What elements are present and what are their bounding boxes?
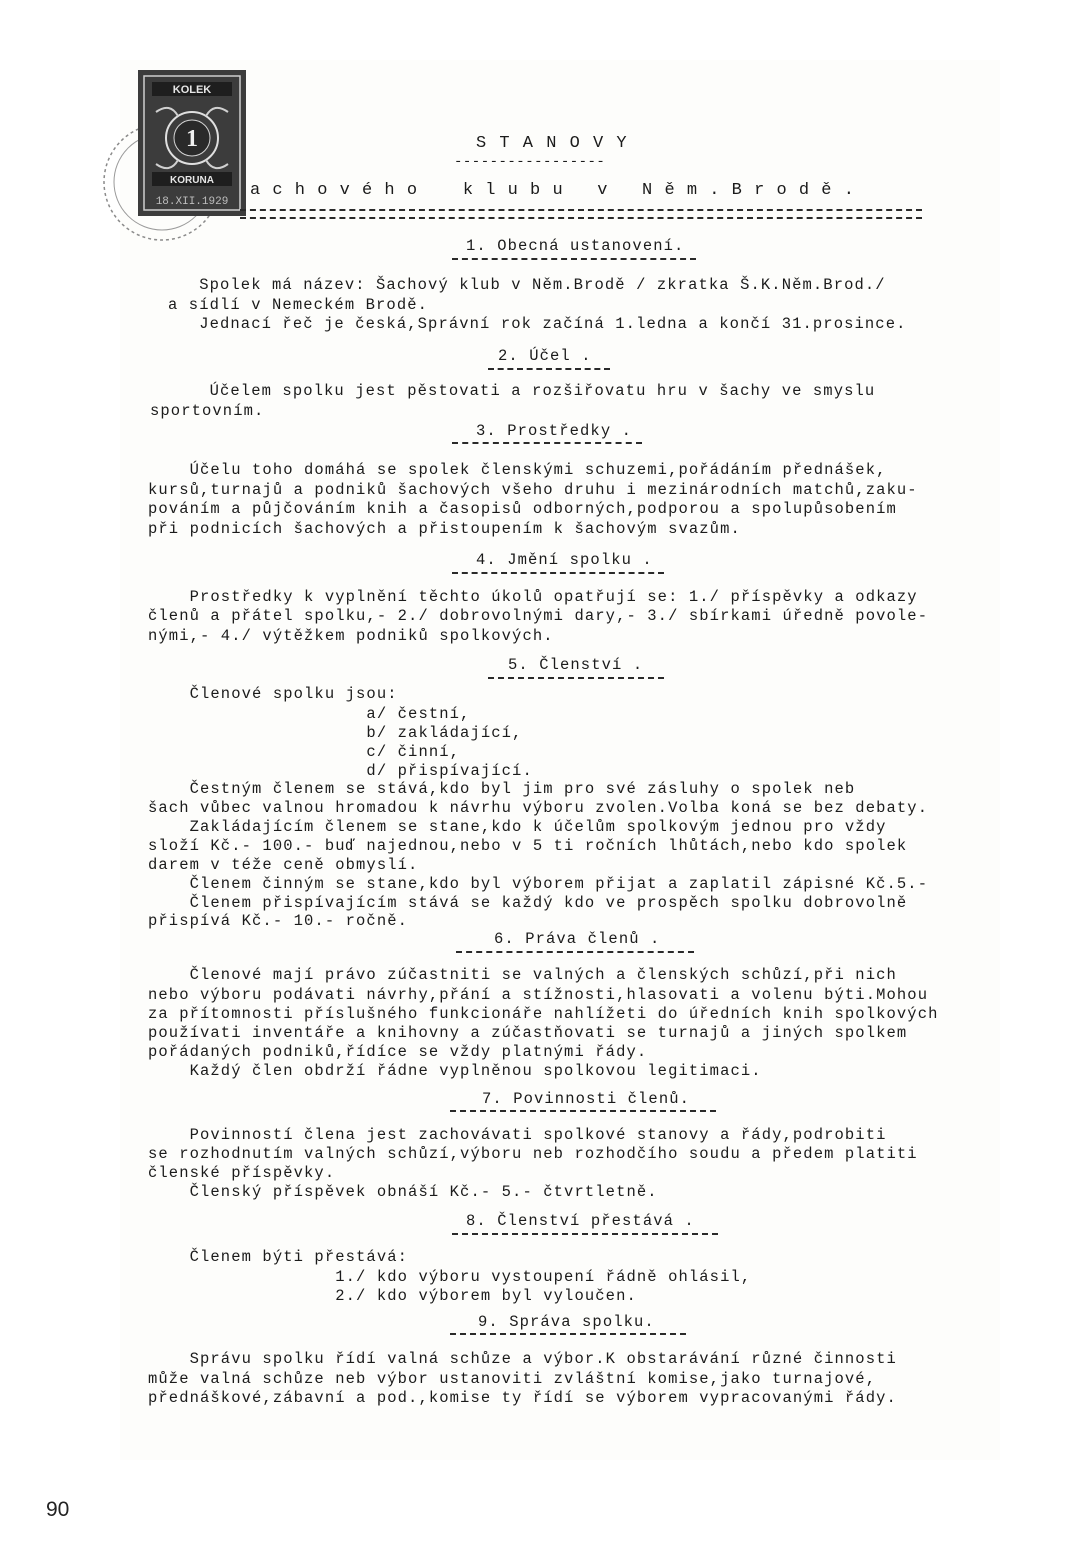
section-8-line: 2./ kdo výborem byl vyloučen. — [148, 1287, 637, 1305]
section-7-line: Povinností člena jest zachovávati spolkové stanovy a řády,podrobiti — [148, 1126, 887, 1144]
title-underline: ----------------- — [454, 154, 606, 170]
section-7-line: Členský příspěvek obnáší Kč.- 5.- čtvrtletně. — [148, 1183, 658, 1201]
section-4-line: členů a přátel spolku,- 2./ dobrovolnými dary,- 3./ sbírkami úředně povole- — [148, 607, 929, 625]
section-5-underline — [488, 677, 664, 679]
section-3-line: pováním a půjčováním knih a časopisů odborných,podporou a spolupůsobením — [148, 500, 897, 518]
title-double-rule — [240, 209, 922, 219]
section-5-line: přispívá Kč.- 10.- ročně. — [148, 912, 409, 930]
section-5-line: složí Kč.- 100.- buď najednou,nebo v 5 ti ročních lhůtách,nebo kdo spolek — [148, 837, 908, 855]
stamp-cancel-text: 18.XII.1929 — [155, 196, 229, 208]
section-6-line: používati inventáře a knihovny a zúčastňovati se turnajů a jiných spolkem — [148, 1024, 908, 1042]
section-2-underline — [488, 368, 610, 370]
section-4-heading: 4. Jmění spolku . — [476, 551, 653, 569]
section-8-heading: 8. Členství přestává . — [466, 1212, 695, 1230]
section-6-line: Každý člen obdrží řádne vyplněnou spolkovou legitimaci. — [148, 1062, 762, 1080]
section-3-line: Účelu toho domáhá se spolek členskými schuzemi,pořádáním přednášek, — [148, 461, 887, 479]
section-5-line: b/ zakládající, — [148, 724, 523, 742]
section-7-underline — [450, 1110, 716, 1112]
section-6-line: Členové mají právo zúčastniti se valných a členských schůzí,při nich — [148, 966, 897, 984]
document-title: S T A N O V Y — [476, 134, 629, 153]
section-2-heading: 2. Účel . — [498, 347, 592, 365]
section-3-heading: 3. Prostředky . — [476, 422, 633, 440]
revenue-stamp-image — [100, 62, 250, 262]
section-6-line: za přítomnosti příslušného funkcionáře nahlížeti do úředních knih spolkových — [148, 1005, 939, 1023]
section-1-underline — [452, 258, 696, 260]
section-5-line: c/ činní, — [148, 743, 461, 761]
section-3-line: kursů,turnajů a podniků šachových všeho druhu i mezinárodních matchů,zaku- — [148, 481, 918, 499]
revenue-stamp — [100, 62, 250, 262]
section-1-line: Spolek má název: Šachový klub v Něm.Brodě / zkratka Š.K.Něm.Brod./ — [168, 276, 886, 294]
stamp-bottom-text: KORUNA — [170, 175, 214, 186]
section-5-line: Členové spolku jsou: — [148, 685, 398, 703]
stamp-value: 1 — [186, 126, 198, 152]
section-9-line: může valná schůze neb výbor ustanoviti zvláštní komise,jako turnajové, — [148, 1370, 877, 1388]
section-9-heading: 9. Správa spolku. — [478, 1313, 655, 1331]
section-5-line: Členem přispívajícím stává se každý kdo ve prospěch spolku dobrovolně — [148, 894, 908, 912]
section-3-line: při podnicích šachových a přistoupením k šachovým svazům. — [148, 520, 741, 538]
section-7-line: členské příspěvky. — [148, 1164, 336, 1182]
section-6-line: nebo výboru podávati návrhy,přání a stížnosti,hlasovati a volenu býti.Mohou — [148, 986, 929, 1004]
section-6-underline — [456, 951, 694, 953]
section-3-underline — [452, 442, 642, 444]
section-6-line: pořádaných podniků,řídíce se vždy platnými řády. — [148, 1043, 648, 1061]
section-2-line: sportovním. — [150, 402, 265, 420]
section-5-line: Členem činným se stane,kdo byl výborem přijat a zaplatil zápisné Kč.5.- — [148, 875, 929, 893]
section-9-line: přednáškové,zábavní a pod.,komise ty řídí se výborem vypracovanými řády. — [148, 1389, 897, 1407]
document-subtitle: a c h o v é h o k l u b u v N ě m . B r o d ě . — [250, 181, 855, 200]
section-4-line: Prostředky k vyplnění těchto úkolů opatřují se: 1./ příspěvky a odkazy — [148, 588, 918, 606]
section-8-line: Členem býti přestává: — [148, 1248, 409, 1266]
section-4-line: nými,- 4./ výtěžkem podniků spolkových. — [148, 627, 554, 645]
section-6-heading: 6. Práva členů . — [494, 930, 661, 948]
section-2-line: Účelem spolku jest pěstovati a rozšiřovatu hru v šachy ve smyslu — [168, 382, 876, 400]
section-1-heading: 1. Obecná ustanovení. — [466, 237, 685, 255]
section-1-line: a sídlí v Nemeckém Brodě. — [168, 296, 429, 314]
section-8-underline — [452, 1233, 718, 1235]
section-8-line: 1./ kdo výboru vystoupení řádně ohlásil, — [148, 1268, 752, 1286]
section-5-heading: 5. Členství . — [508, 656, 644, 674]
section-9-underline — [450, 1333, 686, 1335]
section-1-line: Jednací řeč je česká,Správní rok začíná 1.ledna a končí 31.prosince. — [168, 315, 907, 333]
section-5-line: Čestným členem se stává,kdo byl jim pro své zásluhy o spolek neb — [148, 780, 856, 798]
section-5-line: a/ čestní, — [148, 705, 471, 723]
page-number: 90 — [46, 1498, 70, 1521]
section-5-line: Zakládajícím členem se stane,kdo k účelům spolkovým jednou pro vždy — [148, 818, 887, 836]
stamp-top-text: KOLEK — [172, 84, 212, 96]
section-4-underline — [452, 572, 664, 574]
section-7-heading: 7. Povinnosti členů. — [482, 1090, 691, 1108]
section-5-line: d/ přispívající. — [148, 762, 533, 780]
section-5-line: darem v téže ceně obmyslí. — [148, 856, 419, 874]
section-9-line: Správu spolku řídí valná schůze a výbor.K obstarávání různé činnosti — [148, 1350, 897, 1368]
section-5-line: šach vůbec valnou hromadou k návrhu výboru zvolen.Volba koná se bez debaty. — [148, 799, 929, 817]
section-7-line: se rozhodnutím valných schůzí,výboru neb rozhodčího soudu a předem platiti — [148, 1145, 918, 1163]
